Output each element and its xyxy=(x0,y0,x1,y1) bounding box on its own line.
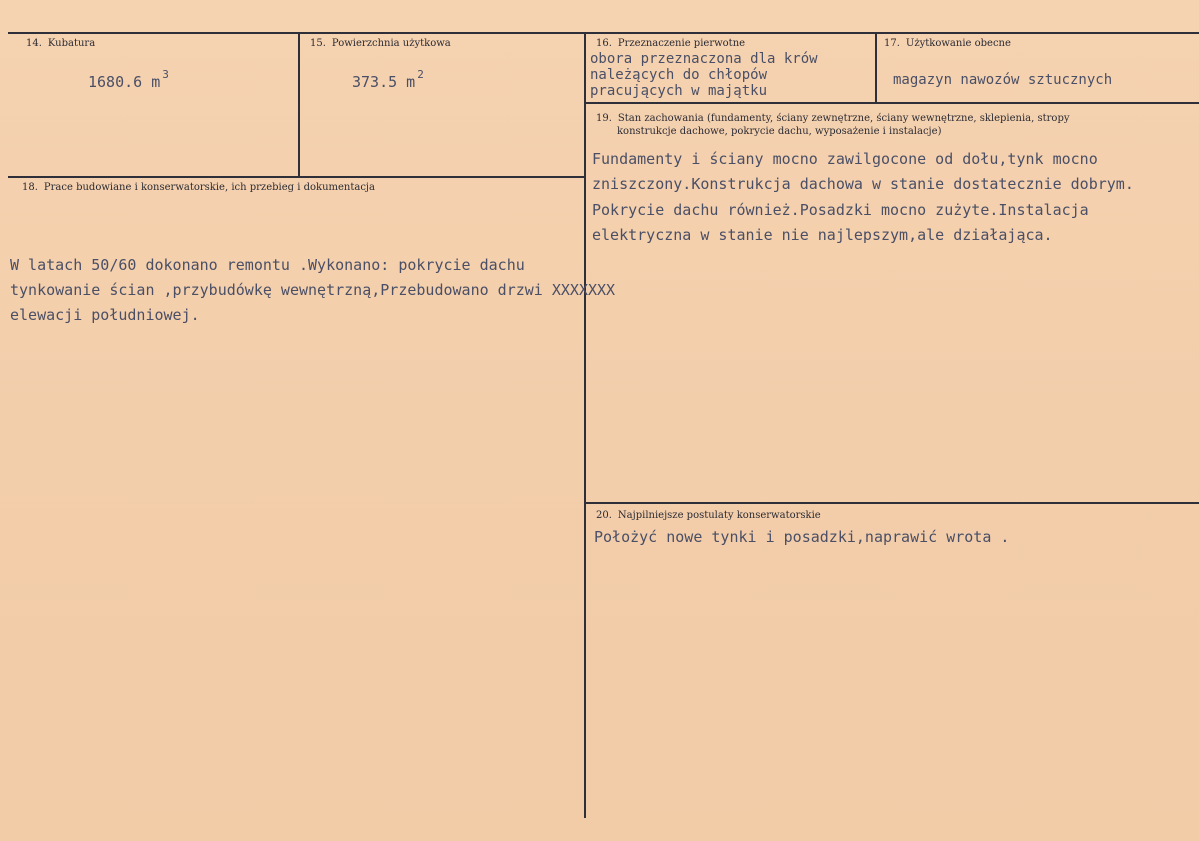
row-divider-right-top xyxy=(586,102,1199,104)
field-19-line-3: Pokrycie dachu również.Posadzki mocno zużyte.Instalacja xyxy=(592,201,1089,219)
field-16-line-3: pracujących w majątku xyxy=(590,83,768,99)
field-16-line-2: należących do chłopów xyxy=(590,67,768,83)
field-19-line-1: Fundamenty i ściany mocno zawilgocone od dołu,tynk mocno xyxy=(592,150,1098,168)
field-18-line-1: W latach 50/60 dokonano remontu .Wykonano: pokrycie dachu xyxy=(10,256,525,274)
col-divider-16-17 xyxy=(875,32,877,102)
top-border xyxy=(8,32,1199,34)
field-16-line-1: obora przeznaczona dla krów xyxy=(590,51,818,67)
field-15-label: 15. Powierzchnia użytkowa xyxy=(310,38,451,49)
field-15-value: 373.5 m $^2$ xyxy=(352,68,424,91)
field-20-value: Położyć nowe tynki i posadzki,naprawić wrota . xyxy=(594,528,1010,546)
field-18-line-3: elewacji południowej. xyxy=(10,306,200,324)
field-19-label-line-2: konstrukcje dachowe, pokrycie dachu, wyposażenie i instalacje) xyxy=(617,126,942,137)
field-19-line-4: elektryczna w stanie nie najlepszym,ale działająca. xyxy=(592,226,1053,244)
field-18-label: 18. Prace budowiane i konserwatorskie, ich przebieg i dokumentacja xyxy=(22,182,375,193)
field-19-label: 19. Stan zachowania (fundamenty, ściany zewnętrzne, ściany wewnętrzne, sklepienia, stropy xyxy=(596,113,1070,124)
field-14-label: 14. Kubatura xyxy=(26,38,96,49)
field-14-value: 1680.6 m $^3$ xyxy=(88,68,169,91)
field-18-line-2: tynkowanie ścian ,przybudówkę wewnętrzną,Przebudowano drzwi XXXXXXX xyxy=(10,281,616,299)
col-divider-14-15 xyxy=(298,32,300,178)
field-20-label: 20. Najpilniejsze postulaty konserwatorskie xyxy=(596,510,821,521)
col-divider-main xyxy=(584,32,586,818)
field-19-line-2: zniszczony.Konstrukcja dachowa w stanie dostatecznie dobrym. xyxy=(592,175,1134,193)
field-17-value: magazyn nawozów sztucznych xyxy=(893,72,1113,88)
row-divider-left xyxy=(8,176,584,178)
field-16-label: 16. Przeznaczenie pierwotne xyxy=(596,38,746,49)
field-17-label: 17. Użytkowanie obecne xyxy=(884,38,1011,49)
row-divider-right-bottom xyxy=(586,502,1199,504)
